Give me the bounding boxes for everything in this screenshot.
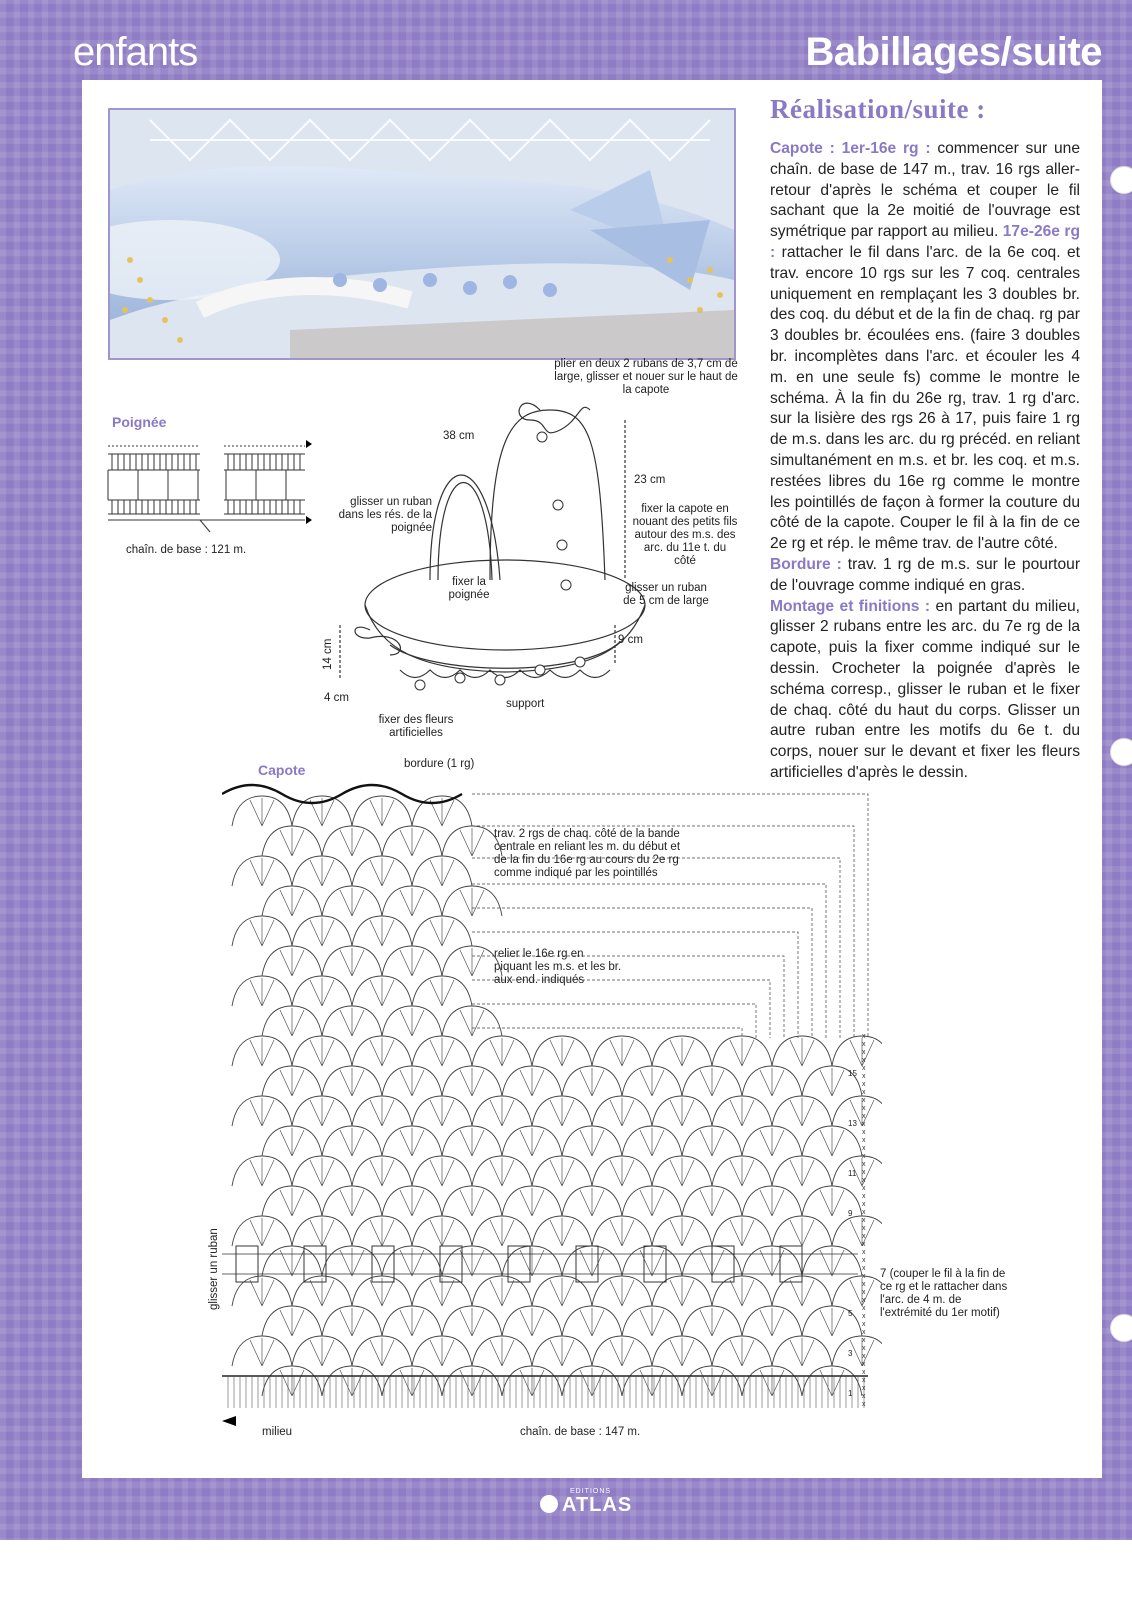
basket-label-ribbon-handle: glisser un ruban dans les rés. de la poignée (338, 496, 432, 534)
paragraph-text: trav. 1 rg de m.s. sur le pourtour de l'ouvrage comme indiqué en gras. (770, 555, 1081, 594)
chain-x-mark: x (862, 1049, 866, 1056)
paragraph-label: 17e-26e rg : (770, 223, 1080, 261)
stitch-mark (430, 1098, 454, 1126)
guide-line (472, 884, 826, 1038)
stitch-mark (340, 1068, 364, 1096)
basket-photo (108, 108, 736, 360)
stitch-mark (580, 1188, 604, 1216)
guide-line (472, 1028, 742, 1038)
chain-x-mark: x (862, 1105, 866, 1112)
stitch-mark (310, 1098, 334, 1126)
stitch-mark (460, 1008, 484, 1036)
basket-label-fix-capote: fixer la capote en nouant des petits fils autour des m.s. des arc. du 11e t. du côté (632, 503, 738, 567)
chain-x-mark: x (862, 1257, 866, 1264)
stitch-mark (340, 1248, 364, 1276)
stitch-mark (310, 1218, 334, 1246)
guide-line (472, 858, 840, 1038)
stitch-mark (550, 1158, 574, 1186)
stitch-mark (640, 1068, 664, 1096)
stitch-mark (280, 1008, 304, 1036)
poignee-title: Poignée (112, 414, 167, 430)
capote-chart (222, 776, 882, 1428)
stitch-mark (400, 1128, 424, 1156)
paragraph-label: Bordure : (770, 555, 842, 573)
chain-x-mark: x (862, 1185, 866, 1192)
stitch-mark (310, 918, 334, 946)
stitch-mark (280, 1248, 304, 1276)
stitch-mark (490, 1158, 514, 1186)
basket-label-flowers: fixer des fleurs artificielles (378, 714, 454, 739)
chain-x-mark: x (862, 1241, 866, 1248)
stitch-mark (340, 948, 364, 976)
stitch-mark (460, 1068, 484, 1096)
chain-x-mark: x (862, 1153, 866, 1160)
stitch-mark (430, 1158, 454, 1186)
stitch-mark (550, 1218, 574, 1246)
stitch-mark (460, 888, 484, 916)
stitch-mark (550, 1338, 574, 1366)
chain-x-mark: x (862, 1377, 866, 1384)
stitch-mark (580, 1068, 604, 1096)
stitch-mark (640, 1188, 664, 1216)
stitch-mark (430, 978, 454, 1006)
stitch-mark (250, 1338, 274, 1366)
stitch-mark (610, 1278, 634, 1306)
stitch-mark (430, 1338, 454, 1366)
stitch-mark (670, 1338, 694, 1366)
stitch-mark (490, 1218, 514, 1246)
stitch-mark (460, 1368, 484, 1396)
chain-x-mark: x (862, 1193, 866, 1200)
basket-label-height: 23 cm (634, 474, 666, 486)
chain-x-mark: x (862, 1145, 866, 1152)
stitch-mark (280, 1308, 304, 1336)
paragraph-label: Capote : 1er-16e rg : (770, 140, 931, 157)
stitch-mark (610, 1218, 634, 1246)
chain-x-mark: x (862, 1233, 866, 1240)
basket-label-9cm: 9 cm (618, 634, 643, 646)
chain-x-mark: x (862, 1129, 866, 1136)
publisher-logo-icon (540, 1495, 558, 1513)
shell-stitch (832, 1276, 882, 1306)
stitch-mark (400, 888, 424, 916)
stitch-mark (340, 1128, 364, 1156)
chain-x-mark: x (862, 1177, 866, 1184)
chain-x-mark: x (862, 1313, 866, 1320)
stitch-mark (280, 948, 304, 976)
ribbon-motif (440, 1246, 462, 1282)
stitch-mark (280, 888, 304, 916)
stitch-mark (370, 978, 394, 1006)
instructions-column (770, 94, 1080, 784)
paragraph-text: rattacher le fil dans l'arc. de la 6e coq. et trav. encore 10 rgs sur les 7 coq. centrales uniquement en remplaçant les 3 doubles br. des coq. du début et de la fin de chaq. rg par 3 doubles br. écoulées ens. (faire 3 doubles br. incomplètes dans l'arc. et écouler les 4 m. en une seule fs) comme le montre le schéma. À la fin du 26e rg, trav. 1 rg d'arc. sur la lisière des rgs 26 à 17, puis faire 1 rg de m.s. dans les arc. du rg précéd. en reliant simultanément en m.s. et br. les coq. et m.s. restées libres du 16e rg comme le montre les pointillés de façon à former la couture du côté de la capote. Couper le fil à la fin de ce 2e rg et rép. le même trav. de l'autre côté. (770, 243, 1080, 553)
basket-label-fix-handle: fixer la poignée (448, 576, 490, 601)
paragraph-text: commencer sur une chaîn. de base de 147 m., trav. 16 rgs aller-retour d'après le schéma et couper le fil sachant que la 2e moitié de l'ouvrage est symétrique par rapport au milieu. (770, 140, 1080, 241)
page-title: Babillages/suite (805, 30, 1102, 74)
stitch-mark (580, 1308, 604, 1336)
stitch-mark (790, 1218, 814, 1246)
stitch-mark (820, 1368, 844, 1396)
stitch-mark (670, 1158, 694, 1186)
paragraph-text: en partant du milieu, glisser 2 rubans entre les arc. du 7e rg de la capote, puis la fixer comme indiqué sur le dessin. Crocheter la poignée d'après le schéma corresp., glisser le ruban et le fixer de chaq. côté du haut du corps. Glisser un autre ruban entre les motifs du 6e t. du corps, nouer sur le devant et fixer les fleurs artificielles d'après le dessin. (770, 597, 1080, 781)
chain-x-mark: x (862, 1201, 866, 1208)
stitch-mark (250, 858, 274, 886)
basket-label-handle-length: 38 cm (443, 430, 475, 442)
stitch-mark (580, 1128, 604, 1156)
chain-x-mark: x (862, 1209, 866, 1216)
stitch-mark (730, 1038, 754, 1066)
stitch-mark (250, 978, 274, 1006)
chain-x-mark: x (862, 1385, 866, 1392)
stitch-mark (250, 918, 274, 946)
chain-x-mark: x (862, 1289, 866, 1296)
stitch-mark (370, 1098, 394, 1126)
row-number: 15 (848, 1069, 857, 1078)
stitch-mark (400, 948, 424, 976)
stitch-mark (520, 1368, 544, 1396)
stitch-mark (430, 858, 454, 886)
stitch-mark (310, 978, 334, 1006)
stitch-mark (430, 918, 454, 946)
stitch-mark (400, 828, 424, 856)
ribbon-motif (644, 1246, 666, 1282)
stitch-mark (760, 1308, 784, 1336)
stitch-mark (370, 1338, 394, 1366)
chain-x-mark: x (862, 1113, 866, 1120)
stitch-mark (820, 1068, 844, 1096)
stitch-mark (700, 1308, 724, 1336)
chain-x-mark: x (862, 1393, 866, 1400)
stitch-mark (640, 1368, 664, 1396)
stitch-mark (340, 828, 364, 856)
publisher-name: ATLAS (562, 1494, 633, 1516)
stitch-mark (520, 1188, 544, 1216)
stitch-mark (430, 1038, 454, 1066)
chain-x-mark: x (862, 1297, 866, 1304)
stitch-mark (280, 1188, 304, 1216)
shell-stitch (832, 1036, 882, 1066)
publisher-logo (540, 1494, 632, 1517)
stitch-mark (250, 1038, 274, 1066)
capote-note-join: relier le 16e rg en piquant les m.s. et les br. aux end. indiqués (494, 948, 622, 986)
middle-arrow-icon (222, 1416, 236, 1426)
shell-stitch (832, 1156, 882, 1186)
chain-x-mark: x (862, 1305, 866, 1312)
stitch-mark (460, 1248, 484, 1276)
stitch-mark (280, 1068, 304, 1096)
chain-x-mark: x (862, 1065, 866, 1072)
stitch-mark (460, 948, 484, 976)
chain-x-mark: x (862, 1361, 866, 1368)
capote-note-rows: trav. 2 rgs de chaq. côté de la bande centrale en reliant les m. du début et de la fin du 16e rg au cours du 2e rg comme indiqué par les pointillés (494, 828, 681, 879)
instructions-body (770, 139, 1080, 784)
stitch-mark (820, 1248, 844, 1276)
stitch-mark (370, 1158, 394, 1186)
chain-x-mark: x (862, 1081, 866, 1088)
chain-x-mark: x (862, 1041, 866, 1048)
shell-stitch (832, 1336, 882, 1366)
chain-x-mark: x (862, 1097, 866, 1104)
basket-label-4cm: 4 cm (324, 692, 349, 704)
chain-x-mark: x (862, 1273, 866, 1280)
binder-hole (1110, 1314, 1132, 1342)
chain-x-mark: x (862, 1353, 866, 1360)
stitch-mark (310, 1158, 334, 1186)
stitch-mark (520, 1128, 544, 1156)
stitch-mark (550, 1098, 574, 1126)
stitch-mark (310, 1338, 334, 1366)
stitch-mark (550, 1278, 574, 1306)
stitch-mark (820, 1308, 844, 1336)
stitch-mark (460, 1128, 484, 1156)
chain-x-mark: x (862, 1265, 866, 1272)
capote-note-row7: 7 (couper le fil à la fin de ce rg et le rattacher dans l'arc. de 4 m. de l'extrémité du 1er motif) (880, 1268, 1008, 1319)
poignee-chart (100, 440, 320, 540)
row-number: 3 (848, 1349, 853, 1358)
stitch-mark (340, 1308, 364, 1336)
stitch-mark (610, 1098, 634, 1126)
chain-x-mark: x (862, 1225, 866, 1232)
stitch-mark (760, 1068, 784, 1096)
stitch-mark (370, 1038, 394, 1066)
stitch-mark (520, 1308, 544, 1336)
stitch-mark (280, 1368, 304, 1396)
stitch-mark (520, 1248, 544, 1276)
basket-label-ribbons-top: plier en deux 2 rubans de 3,7 cm de large, glisser et nouer sur le haut de la capote (554, 358, 738, 396)
stitch-mark (700, 1188, 724, 1216)
stitch-mark (310, 858, 334, 886)
publisher-small: EDITIONS (570, 1488, 612, 1495)
chain-x-mark: x (862, 1337, 866, 1344)
row-number: 9 (848, 1209, 853, 1218)
capote-ribbon-label: glisser un ruban (208, 1228, 220, 1310)
chain-x-mark: x (862, 1089, 866, 1096)
stitch-mark (700, 1068, 724, 1096)
guide-line (472, 980, 770, 1038)
chain-x-mark: x (862, 1345, 866, 1352)
stitch-mark (400, 1068, 424, 1096)
stitch-mark (580, 1248, 604, 1276)
chain-x-mark: x (862, 1369, 866, 1376)
chain-x-mark: x (862, 1249, 866, 1256)
stitch-mark (460, 1308, 484, 1336)
stitch-mark (640, 1308, 664, 1336)
stitch-mark (310, 1038, 334, 1066)
basket-label-14cm: 14 cm (322, 638, 334, 670)
stitch-mark (280, 828, 304, 856)
stitch-mark (580, 1368, 604, 1396)
chain-x-mark: x (862, 1321, 866, 1328)
stitch-mark (520, 1068, 544, 1096)
stitch-mark (670, 1278, 694, 1306)
chain-x-mark: x (862, 1217, 866, 1224)
stitch-mark (250, 1218, 274, 1246)
guide-line (472, 794, 868, 1038)
stitch-mark (670, 1038, 694, 1066)
shell-stitch (832, 1216, 882, 1246)
stitch-mark (490, 1098, 514, 1126)
stitch-mark (250, 798, 274, 826)
stitch-mark (280, 1128, 304, 1156)
stitch-mark (790, 1038, 814, 1066)
stitch-mark (250, 1098, 274, 1126)
capote-base-label: chaîn. de base : 147 m. (520, 1426, 641, 1438)
poignee-base-label: chaîn. de base : 121 m. (126, 544, 247, 556)
basket-label-support: support (506, 698, 545, 710)
chain-x-mark: x (862, 1161, 866, 1168)
stitch-mark (400, 1248, 424, 1276)
binder-hole (1110, 166, 1132, 194)
stitch-mark (730, 1218, 754, 1246)
stitch-mark (790, 1098, 814, 1126)
stitch-mark (730, 1158, 754, 1186)
stitch-mark (340, 888, 364, 916)
stitch-mark (640, 1128, 664, 1156)
row-number: 5 (848, 1309, 853, 1318)
stitch-mark (250, 1158, 274, 1186)
stitch-mark (790, 1338, 814, 1366)
chain-x-mark: x (862, 1057, 866, 1064)
stitch-mark (700, 1368, 724, 1396)
binder-hole (1110, 738, 1132, 766)
row-number: 1 (848, 1389, 853, 1398)
stitch-mark (340, 1368, 364, 1396)
chain-x-mark: x (862, 1329, 866, 1336)
stitch-mark (400, 1308, 424, 1336)
stitch-mark (460, 828, 484, 856)
capote-title: Capote (258, 762, 306, 778)
guide-line (472, 908, 812, 1038)
section-title: Réalisation/suite : (770, 94, 986, 124)
stitch-mark (790, 1158, 814, 1186)
stitch-mark (610, 1338, 634, 1366)
stitch-mark (430, 1218, 454, 1246)
row-number: 13 (848, 1119, 857, 1128)
stitch-mark (760, 1368, 784, 1396)
stitch-mark (610, 1158, 634, 1186)
stitch-mark (400, 1188, 424, 1216)
chain-x-mark: x (862, 1137, 866, 1144)
stitch-mark (760, 1188, 784, 1216)
stitch-mark (370, 858, 394, 886)
page-bottom-margin (0, 1540, 1132, 1600)
capote-middle-label: milieu (262, 1426, 293, 1438)
stitch-mark (490, 1338, 514, 1366)
category-label: enfants (73, 30, 198, 74)
chain-x-mark: x (862, 1033, 866, 1040)
paragraph-label: Montage et finitions : (770, 597, 931, 615)
stitch-mark (400, 1008, 424, 1036)
stitch-mark (370, 918, 394, 946)
shell-stitch (832, 1096, 882, 1126)
chain-x-mark: x (862, 1401, 866, 1408)
chain-x-mark: x (862, 1169, 866, 1176)
stitch-mark (730, 1338, 754, 1366)
guide-line (472, 932, 798, 1038)
stitch-mark (370, 1218, 394, 1246)
stitch-mark (700, 1128, 724, 1156)
stitch-mark (670, 1098, 694, 1126)
stitch-mark (670, 1218, 694, 1246)
stitch-mark (820, 1128, 844, 1156)
chain-x-mark: x (862, 1281, 866, 1288)
guide-line (472, 956, 784, 1038)
stitch-mark (610, 1038, 634, 1066)
stitch-mark (490, 1038, 514, 1066)
stitch-mark (730, 1098, 754, 1126)
stitch-mark (550, 1038, 574, 1066)
stitch-mark (370, 798, 394, 826)
ribbon-motif (576, 1246, 598, 1282)
row-number: 11 (848, 1169, 857, 1178)
chain-x-mark: x (862, 1073, 866, 1080)
stitch-mark (760, 1128, 784, 1156)
stitch-mark (820, 1188, 844, 1216)
basket-label-ribbon-5cm: glisser un ruban de 5 cm de large (623, 582, 709, 607)
capote-border-label: bordure (1 rg) (404, 758, 475, 770)
chain-x-mark: x (862, 1121, 866, 1128)
guide-line (472, 1004, 756, 1038)
stitch-mark (400, 1368, 424, 1396)
stitch-mark (460, 1188, 484, 1216)
stitch-mark (340, 1188, 364, 1216)
stitch-mark (340, 1008, 364, 1036)
